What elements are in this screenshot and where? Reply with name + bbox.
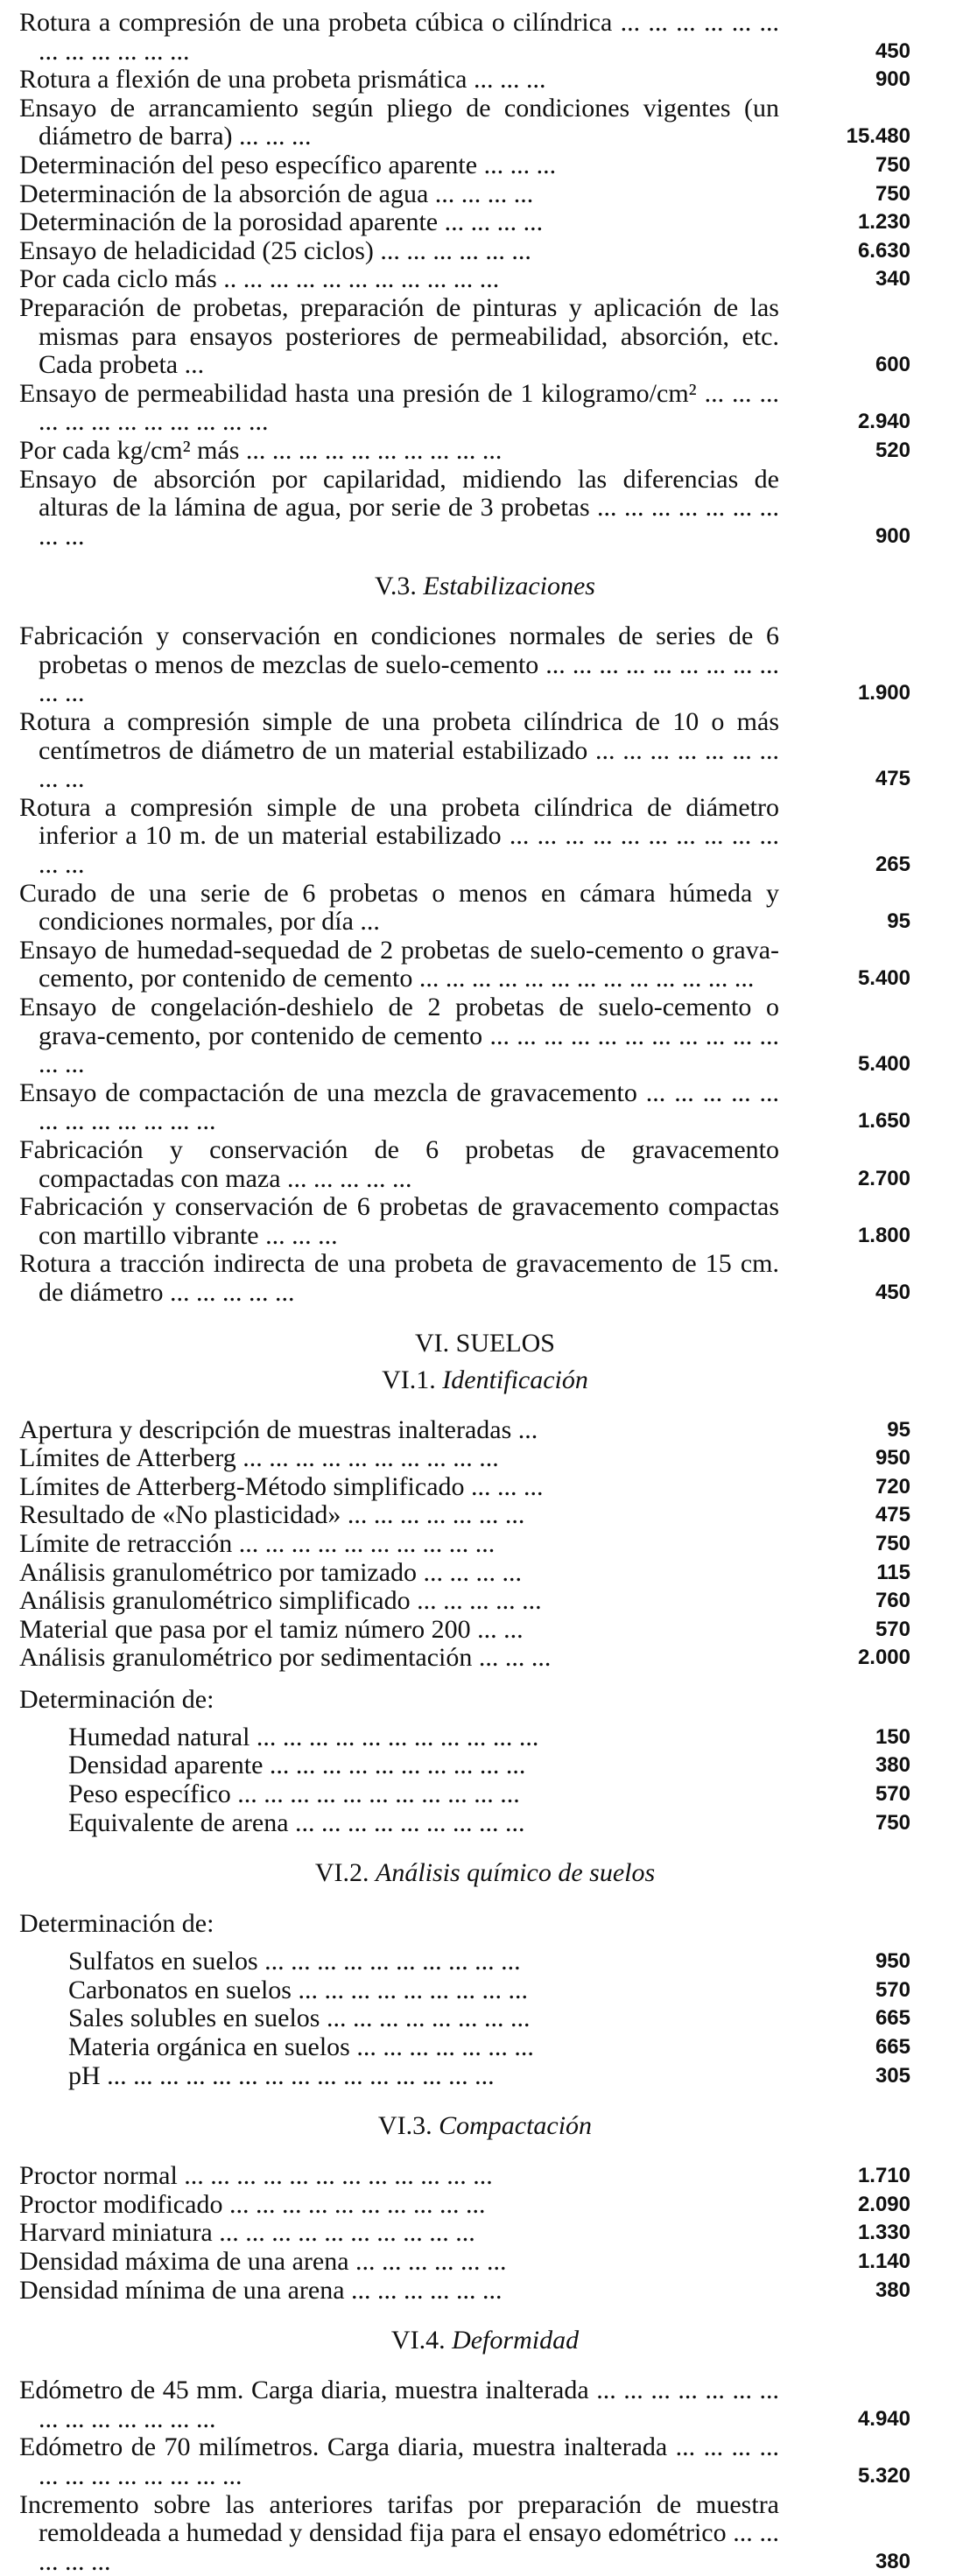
section-heading-vi [0, 1329, 970, 1358]
section-title: Estabilizaciones [423, 572, 595, 601]
tariff-description: Por cada kg/cm² más ... ... ... ... ... ... ... ... ... ... [19, 435, 503, 465]
tariff-description: Análisis granulométrico simplificado ... ... ... ... ... [19, 1586, 542, 1616]
tariff-row [19, 993, 910, 1079]
tariff-row [19, 1444, 910, 1473]
tariff-row [19, 1616, 910, 1645]
tariff-description: Fabricación y conservación en condiciones normales de series de 6 probetas o menos de mezclas de suelo-cemento ... ... ... ... ... ... ... ... ... ... ... [19, 621, 779, 708]
tariff-row [19, 180, 910, 209]
tariff-price: 5.400 [857, 1052, 910, 1077]
tariff-price: 115 [876, 1560, 910, 1584]
tariff-price: 4.940 [857, 2406, 910, 2431]
tariff-description: Edómetro de 70 milímetros. Carga diaria, muestra inalterada ... ... ... ... ... ... ... ... ... ... ... ... [19, 2432, 779, 2490]
tariff-row [19, 2433, 910, 2490]
tariff-price: 665 [875, 2006, 910, 2031]
tariff-price: 950 [875, 1949, 910, 1974]
tariff-row [19, 2191, 910, 2220]
tariff-description: Material que pasa por el tamiz número 200 ... ... [19, 1614, 524, 1644]
section-v3-list [0, 622, 970, 1307]
tariff-row [19, 2219, 910, 2248]
tariff-price: 2.700 [857, 1166, 910, 1190]
tariff-price: 6.630 [857, 238, 910, 263]
section-vi4-list [0, 2376, 970, 2576]
tariff-description: pH ... ... ... ... ... ... ... ... ... ... ... ... ... ... ... [68, 2060, 495, 2090]
tariff-row [19, 1501, 910, 1530]
tariff-row [19, 1416, 910, 1445]
tariff-description: Edómetro de 45 mm. Carga diaria, muestra inalterada ... ... ... ... ... ... ... ... ... ... ... ... ... ... [19, 2376, 779, 2433]
tariff-description: Harvard miniatura ... ... ... ... ... ... ... ... ... ... [19, 2218, 475, 2248]
section-vi1-det-list [0, 1723, 970, 1837]
tariff-price: 900 [875, 523, 910, 548]
tariff-row [19, 708, 910, 794]
section-title: Identificación [442, 1365, 588, 1394]
tariff-description: Rotura a tracción indirecta de una probeta de gravacemento de 15 cm. de diámetro ... ... ... ... ... [19, 1249, 779, 1307]
tariff-row [19, 66, 910, 95]
tariff-row [19, 2248, 910, 2277]
tariff-description: Límites de Atterberg ... ... ... ... ... ... ... ... ... ... [19, 1443, 499, 1473]
tariff-row [19, 622, 910, 708]
tariff-price: 450 [875, 39, 910, 63]
tariff-description: Rotura a compresión simple de una probeta cilíndrica de 10 o más centímetros de diámetro de un material estabilizado ... ... ... ... ... ... ... ... ... [19, 707, 779, 794]
tariff-price: 380 [875, 2549, 910, 2573]
tariff-price: 380 [875, 2278, 910, 2302]
tariff-price: 750 [875, 1810, 910, 1835]
tariff-description: Carbonatos en suelos ... ... ... ... ... ... ... ... ... [68, 1975, 528, 2004]
tariff-price: 380 [875, 1753, 910, 1778]
tariff-price: 720 [875, 1474, 910, 1499]
tariff-description: Ensayo de compactación de una mezcla de gravacemento ... ... ... ... ... ... ... ... ... ... ... ... [19, 1077, 779, 1136]
tariff-row [68, 1780, 910, 1809]
tariff-row [19, 9, 910, 66]
section-vi1-list [0, 1416, 970, 1673]
tariff-row [19, 2162, 910, 2191]
tariff-price: 5.320 [857, 2463, 910, 2488]
tariff-price: 15.480 [846, 124, 910, 149]
tariff-price: 450 [875, 1280, 910, 1304]
tariff-row [68, 1809, 910, 1838]
tariff-description: Proctor modificado ... ... ... ... ... ... ... ... ... ... [19, 2189, 486, 2219]
tariff-row [68, 2062, 910, 2091]
tariff-description: Por cada ciclo más .. ... ... ... ... ... ... ... ... ... ... [19, 264, 500, 294]
tariff-row [19, 2376, 910, 2433]
tariff-row [19, 1193, 910, 1250]
section-vi3-list [0, 2162, 970, 2305]
tariff-description: Determinación del peso específico aparente ... ... ... [19, 150, 557, 179]
section-v2-tail [0, 9, 970, 551]
section-number: VI.2. [314, 1858, 369, 1888]
tariff-row [19, 1136, 910, 1193]
tariff-description: Humedad natural ... ... ... ... ... ... ... ... ... ... ... [68, 1722, 539, 1751]
tariff-row [19, 1559, 910, 1588]
tariff-price: 1.900 [857, 681, 910, 705]
tariff-description: Apertura y descripción de muestras inalteradas ... [19, 1414, 538, 1444]
tariff-row [19, 1473, 910, 1502]
tariff-row [68, 1948, 910, 1976]
tariff-price: 570 [875, 1617, 910, 1641]
tariff-price: 1.800 [857, 1223, 910, 1247]
tariff-price: 1.710 [857, 2164, 910, 2188]
section-title: Análisis químico de suelos [376, 1858, 656, 1888]
tariff-description: Densidad máxima de una arena ... ... ... ... ... ... [19, 2247, 507, 2276]
tariff-price: 950 [875, 1446, 910, 1470]
tariff-description: Fabricación y conservación de 6 probetas de gravacemento compactadas con maza ... ... ... ... ... [19, 1134, 779, 1193]
tariff-description: Sulfatos en suelos ... ... ... ... ... ... ... ... ... ... [68, 1947, 521, 1976]
tariff-row [19, 937, 910, 993]
tariff-description: Ensayo de permeabilidad hasta una presión de 1 kilogramo/cm² ... ... ... ... ... ... ... ... ... ... ... ... [19, 378, 779, 437]
tariff-price: 265 [875, 853, 910, 877]
tariff-description: Límites de Atterberg-Método simplificado ... ... ... [19, 1471, 544, 1501]
tariff-price: 95 [887, 1417, 910, 1442]
section-number: VI. [414, 1328, 450, 1358]
section-heading-vi1 [0, 1365, 970, 1395]
tariff-description: Ensayo de heladicidad (25 ciclos) ... ... ... ... ... ... [19, 235, 531, 265]
tariff-price: 5.400 [857, 966, 910, 991]
tariff-price: 95 [887, 909, 910, 934]
tariff-description: Ensayo de humedad-sequedad de 2 probetas de suelo-cemento o grava-cemento, por contenido de cemento ... ... ... ... ... ... ... ... ... ... ... ... ... [19, 935, 779, 993]
section-number: VI.1. [382, 1365, 436, 1394]
tariff-price: 2.090 [857, 2192, 910, 2216]
tariff-price: 150 [875, 1724, 910, 1749]
tariff-price: 760 [875, 1589, 910, 1613]
tariff-row [19, 466, 910, 551]
tariff-row [19, 1530, 910, 1559]
tariff-description: Densidad aparente ... ... ... ... ... ... ... ... ... ... [68, 1751, 526, 1780]
tariff-price: 340 [875, 267, 910, 291]
tariff-description: Análisis granulométrico por tamizado ... ... ... ... [19, 1557, 523, 1587]
section-heading-vi2 [0, 1858, 970, 1888]
tariff-row [19, 294, 910, 380]
tariff-row [19, 880, 910, 937]
tariff-row [19, 265, 910, 294]
determination-label: Determinación de: [19, 1909, 214, 1939]
tariff-price: 600 [875, 353, 910, 377]
tariff-row [19, 2277, 910, 2306]
tariff-row [68, 2033, 910, 2062]
tariff-price: 1.330 [857, 2221, 910, 2245]
tariff-price: 475 [875, 767, 910, 791]
section-heading-vi4 [0, 2326, 970, 2355]
tariff-description: Ensayo de congelación-deshielo de 2 probetas de suelo-cemento o grava-cemento, por contenido de cemento ... ... ... ... ... ... ... ... ... ... ... ... ... [19, 993, 779, 1079]
tariff-description: Curado de una serie de 6 probetas o menos en cámara húmeda y condiciones normales, por día ... [19, 878, 779, 937]
tariff-description: Rotura a compresión simple de una probeta cilíndrica de diámetro inferior a 10 m. de un material estabilizado ... ... ... ... ... ... ... ... ... ... ... ... [19, 792, 779, 880]
tariff-row [19, 437, 910, 466]
tariff-description: Densidad mínima de una arena ... ... ... ... ... ... [19, 2275, 503, 2305]
section-number: VI.3. [377, 2111, 432, 2141]
tariff-price: 1.230 [857, 210, 910, 235]
tariff-price: 570 [875, 1782, 910, 1807]
tariff-description: Equivalente de arena ... ... ... ... ... ... ... ... ... [68, 1807, 525, 1837]
section-number: VI.4. [390, 2326, 446, 2355]
section-heading-vi3 [0, 2111, 970, 2141]
tariff-row [68, 1723, 910, 1752]
tariff-price: 750 [875, 1531, 910, 1555]
tariff-price: 520 [875, 438, 910, 462]
tariff-row [68, 1976, 910, 2005]
tariff-price: 1.140 [857, 2250, 910, 2273]
tariff-description: Preparación de probetas, preparación de pinturas y aplicación de las mismas para ensayos posteriores de permeabilidad, absorción, etc. Cada probeta ... [19, 292, 779, 380]
tariff-price: 665 [875, 2035, 910, 2060]
section-title: Compactación [439, 2111, 593, 2141]
section-title: SUELOS [455, 1328, 555, 1358]
tariff-row [19, 151, 910, 180]
section-vi2-det-list [0, 1948, 970, 2090]
tariff-description: Rotura a compresión de una probeta cúbica o cilíndrica ... ... ... ... ... ... ... ... ... ... ... ... [19, 8, 779, 66]
tariff-row [19, 1644, 910, 1673]
tariff-price: 750 [875, 181, 910, 206]
tariff-description: Materia orgánica en suelos ... ... ... ... ... ... ... [68, 2032, 534, 2062]
tariff-row [19, 1587, 910, 1616]
tariff-price: 475 [875, 1503, 910, 1527]
tariff-description: Ensayo de arrancamiento según pliego de condiciones vigentes (un diámetro de barra) ... ... ... [19, 93, 779, 151]
tariff-description: Peso específico ... ... ... ... ... ... ... ... ... ... ... [68, 1779, 520, 1809]
determination-label: Determinación de: [19, 1684, 214, 1714]
tariff-price: 1.650 [857, 1109, 910, 1134]
tariff-description: Resultado de «No plasticidad» ... ... ... ... ... ... ... [19, 1500, 525, 1530]
tariff-description: Determinación de la porosidad aparente ... ... ... ... [19, 207, 544, 237]
tariff-description: Incremento sobre las anteriores tarifas por preparación de muestra remoldeada a humedad y densidad fija para el ensayo edométrico ... ... ... ... ... [19, 2489, 779, 2576]
tariff-row [68, 2004, 910, 2033]
tariff-row [19, 208, 910, 237]
tariff-price: 305 [875, 2063, 910, 2088]
tariff-price: 900 [875, 67, 910, 92]
tariff-description: Análisis granulométrico por sedimentación ... ... ... [19, 1643, 552, 1673]
tariff-price: 2.940 [857, 410, 910, 434]
section-title: Deformidad [452, 2326, 580, 2355]
tariff-row [19, 1250, 910, 1307]
tariff-row [19, 237, 910, 266]
tariff-row [68, 1751, 910, 1780]
tariff-description: Rotura a flexión de una probeta prismática ... ... ... [19, 65, 546, 95]
tariff-row [19, 2491, 910, 2576]
tariff-price: 750 [875, 152, 910, 177]
tariff-description: Límite de retracción ... ... ... ... ... ... ... ... ... ... [19, 1528, 496, 1558]
tariff-description: Determinación de la absorción de agua ... ... ... ... [19, 179, 534, 208]
tariff-price: 2.000 [857, 1646, 910, 1670]
tariff-description: Sales solubles en suelos ... ... ... ... ... ... ... ... [68, 2004, 531, 2033]
section-number: V.3. [375, 572, 417, 601]
tariff-row [19, 95, 910, 151]
tariff-price: 570 [875, 1977, 910, 2002]
tariff-description: Proctor normal ... ... ... ... ... ... ... ... ... ... ... ... [19, 2161, 493, 2191]
tariff-description: Fabricación y conservación de 6 probetas de gravacemento compactas con martillo vibrante ... ... ... [19, 1192, 779, 1250]
tariff-row [19, 380, 910, 437]
tariff-row [19, 1079, 910, 1136]
section-heading-v3 [0, 572, 970, 601]
tariff-description: Ensayo de absorción por capilaridad, midiendo las diferencias de alturas de la lámina de agua, por serie de 3 probetas ... ... ... ... ... ... ... ... ... [19, 464, 779, 551]
tariff-row [19, 794, 910, 880]
